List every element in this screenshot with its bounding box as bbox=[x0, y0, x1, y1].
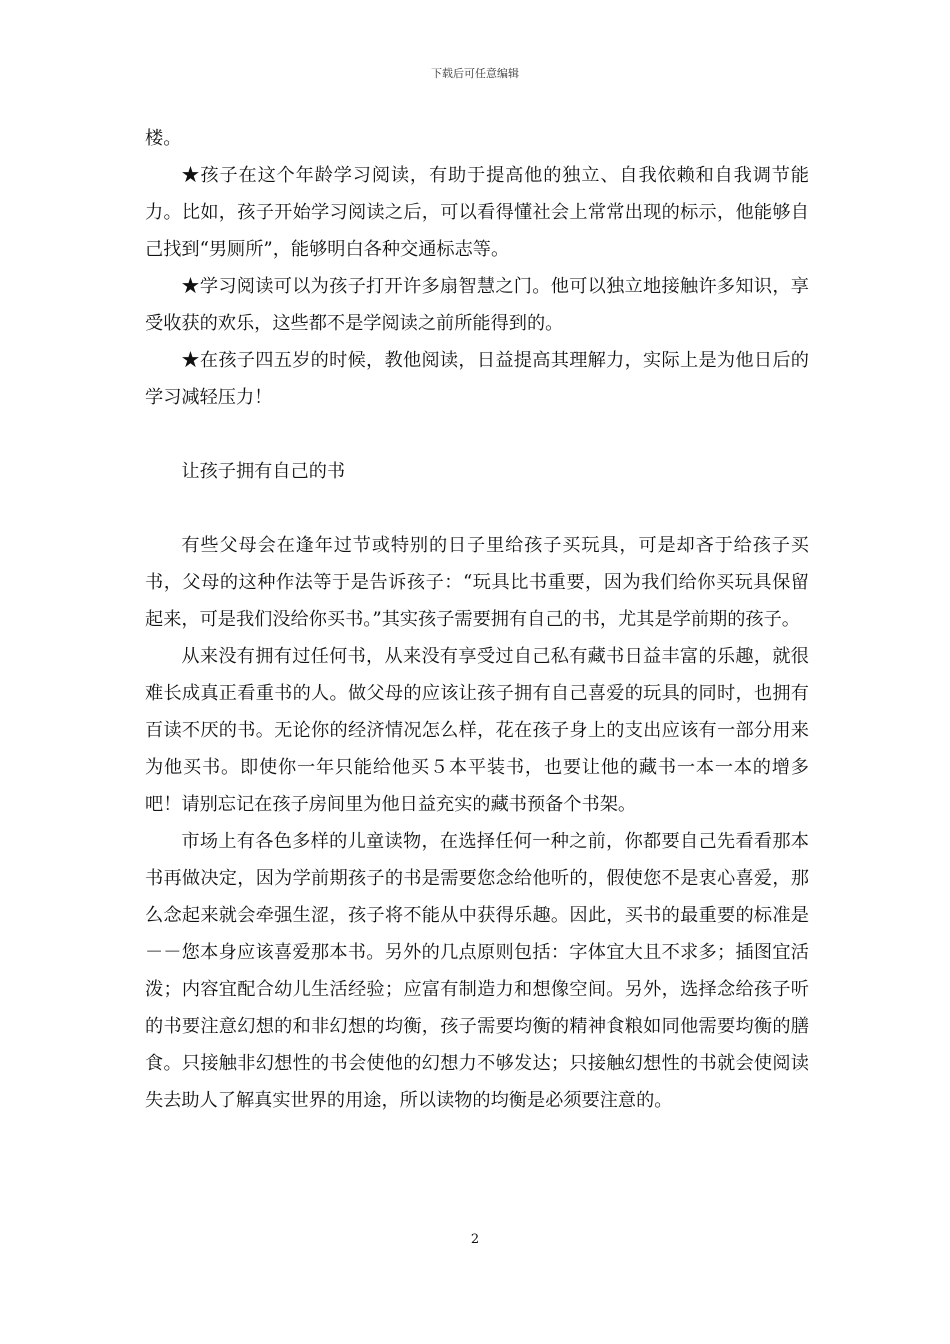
page-number: 2 bbox=[470, 1232, 480, 1247]
paragraph-star-independence: ★孩子在这个年龄学习阅读，有助于提高他的独立、自我依赖和自我调节能力。比如，孩子开始学习阅读之后，可以看得懂社会上常常出现的标示，他能够自己找到“男厕所”，能够明白各种交通标志等。 bbox=[145, 165, 809, 260]
paragraph-own-books: 从来没有拥有过任何书，从来没有享受过自己私有藏书日益丰富的乐趣，就很难长成真正看重书的人。做父母的应该让孩子拥有自己喜爱的玩具的同时，也拥有百读不厌的书。无论你的经济情况怎么样，花在孩子身上的支出应该有一部分用来为他买书。即使你一年只能给他买５本平装书，也要让他的藏书一本一本的增多吧！请别忘记在孩子房间里为他日益充实的藏书预备个书架。 bbox=[145, 646, 809, 815]
section-heading: 让孩子拥有自己的书 bbox=[181, 461, 346, 482]
paragraph-buy-books: 有些父母会在逢年过节或特别的日子里给孩子买玩具，可是却吝于给孩子买书，父母的这种作法等于是告诉孩子：“玩具比书重要，因为我们给你买玩具保留起来，可是我们没给你买书。”其实孩子需要拥有自己的书，尤其是学前期的孩子。 bbox=[145, 535, 809, 630]
document-body bbox=[145, 120, 809, 1119]
page-header-note: 下载后可任意编辑 bbox=[431, 67, 519, 80]
continued-paragraph: 楼。 bbox=[145, 128, 182, 149]
paragraph-star-wisdom: ★学习阅读可以为孩子打开许多扇智慧之门。他可以独立地接触许多知识，享受收获的欢乐，这些都不是学阅读之前所能得到的。 bbox=[145, 276, 809, 334]
paragraph-star-pressure: ★在孩子四五岁的时候，教他阅读，日益提高其理解力，实际上是为他日后的学习减轻压力！ bbox=[145, 350, 809, 408]
paragraph-choose-books: 市场上有各色多样的儿童读物，在选择任何一种之前，你都要自己先看看那本书再做决定，因为学前期孩子的书是需要您念给他听的，假使您不是衷心喜爱，那么念起来就会牵强生涩，孩子将不能从中获得乐趣。因此，买书的最重要的标准是－－您本身应该喜爱那本书。另外的几点原则包括：字体宜大且不求多；插图宜活泼；内容宜配合幼儿生活经验；应富有制造力和想像空间。另外，选择念给孩子听的书要注意幻想的和非幻想的均衡，孩子需要均衡的精神食粮如同他需要均衡的膳食。只接触非幻想性的书会使他的幻想力不够发达；只接触幻想性的书就会使阅读失去助人了解真实世界的用途，所以读物的均衡是必须要注意的。 bbox=[145, 831, 809, 1111]
